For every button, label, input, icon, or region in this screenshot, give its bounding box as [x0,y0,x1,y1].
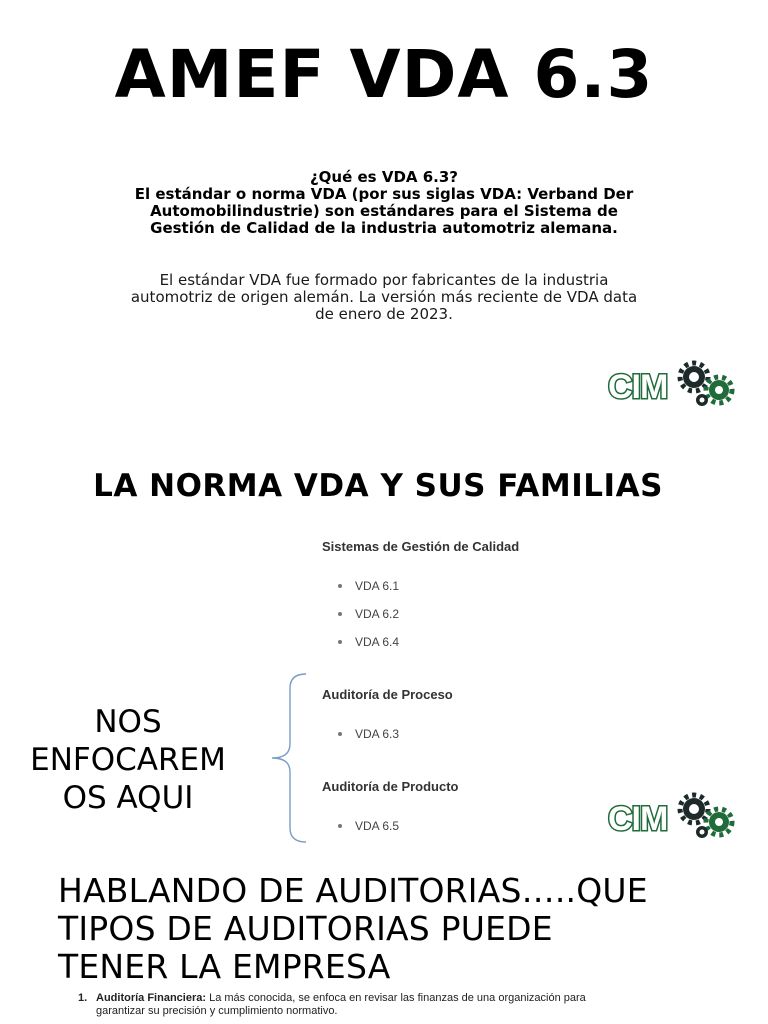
bullet-icon [338,584,342,588]
list-text-line: garantizar su precisión y cumplimiento normativo. [96,1005,338,1017]
family-item-label: VDA 6.5 [355,819,400,833]
bullet-icon [338,640,342,644]
family-item-label: VDA 6.4 [355,635,400,649]
list-number: 1. [78,992,88,1004]
audit-question-line: HABLANDO DE AUDITORIAS…..QUE [58,871,648,910]
description-line: automotriz de origen alemán. La versión más reciente de VDA data [130,288,638,306]
family-item [338,579,399,593]
list-term: Auditoría Financiera: [96,992,207,1004]
family-item-label: VDA 6.2 [355,607,400,621]
family-heading: Auditoría de Proceso [322,687,453,702]
cim-logo-text: CIM [608,800,668,838]
family-item [338,819,399,833]
intro-description [95,272,673,323]
bullet-icon [338,824,342,828]
focus-line: NOS [94,704,162,740]
family-item [338,727,399,741]
cim-logo-text: CIM [608,368,668,406]
family-heading: Auditoría de Producto [322,779,459,794]
focus-line: OS AQUI [62,780,194,816]
page-title: AMEF VDA 6.3 [114,36,654,113]
list-text [96,992,698,1018]
family-heading: Sistemas de Gestión de Calidad [322,539,520,554]
bullet-icon [338,732,342,736]
gear-icon [706,809,732,835]
focus-line: ENFOCAREM [30,742,226,778]
audit-question-line: TIPOS DE AUDITORIAS PUEDE [58,909,553,948]
section-title: LA NORMA VDA Y SUS FAMILIAS [93,468,663,504]
family-item-label: VDA 6.3 [355,727,400,741]
curly-brace-icon [268,672,308,844]
gear-icon [696,826,708,838]
family-item [338,635,399,649]
description-line: El estándar VDA fue formado por fabricantes de la industria [159,271,609,289]
gear-icon [680,363,708,391]
audit-question [58,872,748,986]
family-item [338,607,399,621]
cim-logo [606,360,738,410]
intro-block [90,169,678,237]
audit-question-line: TENER LA EMPRESA [58,947,391,986]
gear-icon [680,795,708,823]
family-item-label: VDA 6.1 [355,579,400,593]
description-line: de enero de 2023. [315,305,453,323]
gear-icon [696,394,708,406]
intro-question: ¿Qué es VDA 6.3? [309,168,458,186]
bullet-icon [338,612,342,616]
intro-definition-line: Gestión de Calidad de la industria automotriz alemana. [150,219,618,237]
intro-definition-line: Automobilindustrie) son estándares para el Sistema de [150,202,618,220]
cim-logo [606,792,738,842]
audit-list-item [78,992,698,1018]
focus-note [8,703,248,817]
list-text-line: La más conocida, se enfoca en revisar las finanzas de una organización para [209,992,586,1004]
intro-definition-line: El estándar o norma VDA (por sus siglas VDA: Verband Der [134,185,634,203]
gear-icon [706,377,732,403]
